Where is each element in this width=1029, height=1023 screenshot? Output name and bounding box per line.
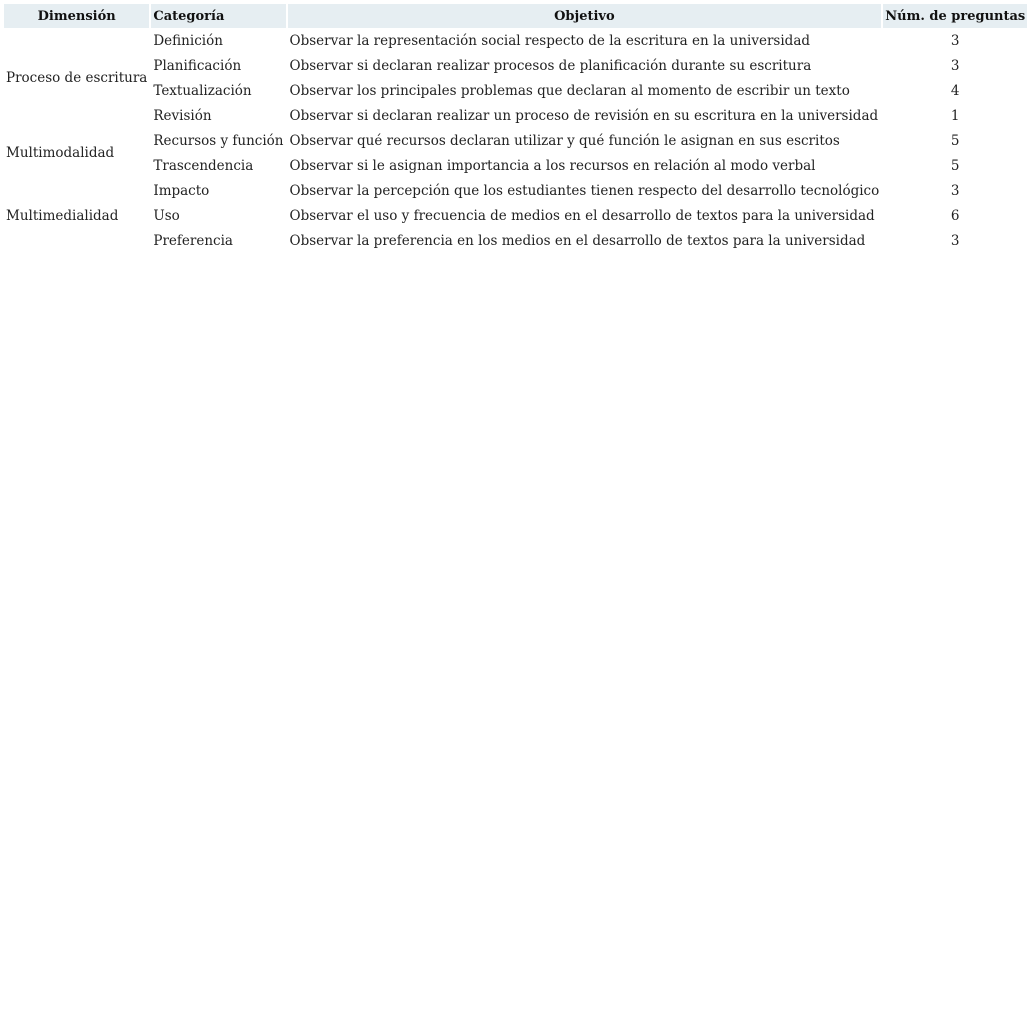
header-dimension: Dimensión bbox=[4, 4, 149, 28]
objective-cell: Observar qué recursos declaran utilizar y qué función le asignan en sus escritos bbox=[289, 132, 840, 149]
category-cell: Preferencia bbox=[153, 232, 233, 249]
objective-cell: Observar la preferencia en los medios en el desarrollo de textos para la universidad bbox=[289, 232, 866, 249]
table-row bbox=[4, 28, 1027, 53]
table-row bbox=[4, 53, 1027, 78]
objective-cell: Observar los principales problemas que declaran al momento de escribir un texto bbox=[289, 82, 850, 99]
category-cell: Impacto bbox=[153, 182, 210, 199]
table-row bbox=[4, 78, 1027, 103]
table-row bbox=[4, 103, 1027, 128]
count-cell: 4 bbox=[950, 82, 960, 99]
category-cell: Recursos y función bbox=[153, 132, 284, 149]
objective-cell: Observar si declaran realizar procesos de planificación durante su escritura bbox=[289, 57, 812, 74]
objective-cell: Observar el uso y frecuencia de medios en el desarrollo de textos para la universidad bbox=[289, 207, 875, 224]
category-cell: Planificación bbox=[153, 57, 242, 74]
category-cell: Uso bbox=[153, 207, 180, 224]
objective-cell: Observar la representación social respecto de la escritura en la universidad bbox=[289, 32, 811, 49]
category-cell: Definición bbox=[153, 32, 223, 49]
category-cell: Textualización bbox=[153, 82, 252, 99]
table-row bbox=[4, 203, 1027, 228]
category-cell: Revisión bbox=[153, 107, 212, 124]
table-row bbox=[4, 153, 1027, 178]
dimension-cell-multimediality: Multimedialidad bbox=[6, 207, 119, 224]
dimension-cell-writing-process: Proceso de escritura bbox=[6, 70, 148, 86]
dimension-cell-multimodality: Multimodalidad bbox=[6, 145, 115, 161]
category-cell: Trascendencia bbox=[153, 157, 254, 174]
count-cell: 3 bbox=[950, 182, 960, 199]
count-cell: 6 bbox=[950, 207, 960, 224]
count-cell: 5 bbox=[950, 157, 960, 174]
table-row bbox=[4, 178, 1027, 203]
objective-cell: Observar si le asignan importancia a los recursos en relación al modo verbal bbox=[289, 157, 816, 174]
header-row bbox=[4, 4, 1027, 28]
questionnaire-table bbox=[2, 4, 1029, 253]
count-cell: 3 bbox=[950, 32, 960, 49]
table-row bbox=[4, 128, 1027, 153]
header-category: Categoría bbox=[151, 4, 285, 28]
objective-cell: Observar la percepción que los estudiantes tienen respecto del desarrollo tecnológico bbox=[289, 182, 880, 199]
table-row bbox=[4, 228, 1027, 253]
header-num-questions: Núm. de preguntas bbox=[883, 4, 1027, 28]
header-objective: Objetivo bbox=[288, 4, 882, 28]
objective-cell: Observar si declaran realizar un proceso de revisión en su escritura en la universidad bbox=[289, 107, 879, 124]
count-cell: 1 bbox=[950, 107, 960, 124]
count-cell: 3 bbox=[950, 57, 960, 74]
count-cell: 3 bbox=[950, 232, 960, 249]
count-cell: 5 bbox=[950, 132, 960, 149]
